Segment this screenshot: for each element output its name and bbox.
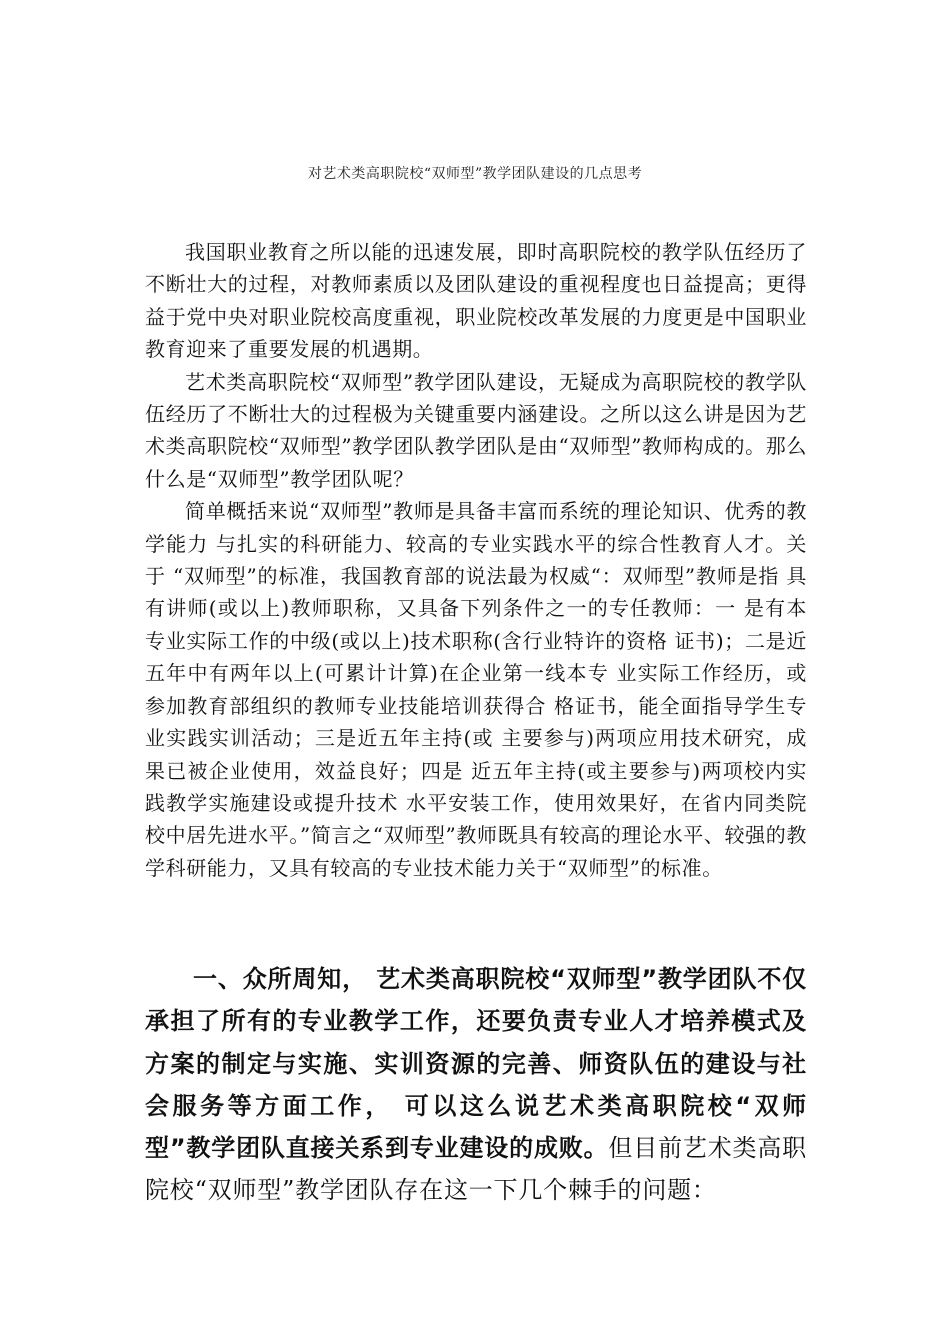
body-text-block	[145, 236, 807, 884]
running-title: 对艺术类高职院校“双师型”教学团队建设的几点思考	[307, 166, 643, 182]
paragraph-2: 艺术类高职院校“双师型”教学团队建设，无疑成为高职院校的教学队伍经历了不断壮大的过程极为关键重要内涵建设。之所以这么讲是因为艺术类高职院校“双师型”教学团队教学团队是由“双师型”教师构成的。那么什么是“双师型”教学团队呢？	[145, 369, 807, 491]
section-one-continuation: 但目前艺术类高职院校“双师型”教学团队存在这一下几个棘手的问题：	[145, 1134, 807, 1205]
paragraph-1: 我国职业教育之所以能的迅速发展，即时高职院校的教学队伍经历了不断壮大的过程，对教师素质以及团队建设的重视程度也日益提高；更得益于党中央对职业院校高度重视，职业院校改革发展的力度更是中国职业教育迎来了重要发展的机遇期。	[145, 240, 807, 362]
section-one-paragraph	[145, 958, 807, 1212]
section-one-heading: 一、众所周知， 艺术类高职院校“双师型”教学团队不仅承担了所有的专业教学工作，还要负责专业人才培养模式及方案的制定与实施、实训资源的完善、师资队伍的建设与社会服务等方面工作， 可以这么说艺术类高职院校“双师型”教学团队直接关系到专业建设的成败。	[145, 965, 807, 1163]
paragraph-3: 简单概括来说“双师型”教师是具备丰富而系统的理论知识、优秀的教学能力 与扎实的科研能力、较高的专业实践水平的综合性教育人才。关于 “双师型”的标准，我国教育部的说法最为权威“：双师型”教师是指 具有讲师(或以上)教师职称，又具备下列条件之一的专任教师：一 是有本专业实际工作的中级(或以上)技术职称(含行业特许的资格 证书)；二是近五年中有两年以上(可累计计算)在企业第一线本专 业实际工作经历，或参加教育部组织的教师专业技能培训获得合 格证书，能全面指导学生专业实践实训活动；三是近五年主持(或 主要参与)两项应用技术研究，成果已被企业使用，效益良好；四是 近五年主持(或主要参与)两项校内实践教学实施建设或提升技术 水平安装工作，使用效果好，在省内同类院校中居先进水平。”简言之“双师型”教师既具有较高的理论水平、较强的教学科研能力，又具有较高的专业技术能力关于“双师型”的标准。	[145, 499, 807, 880]
